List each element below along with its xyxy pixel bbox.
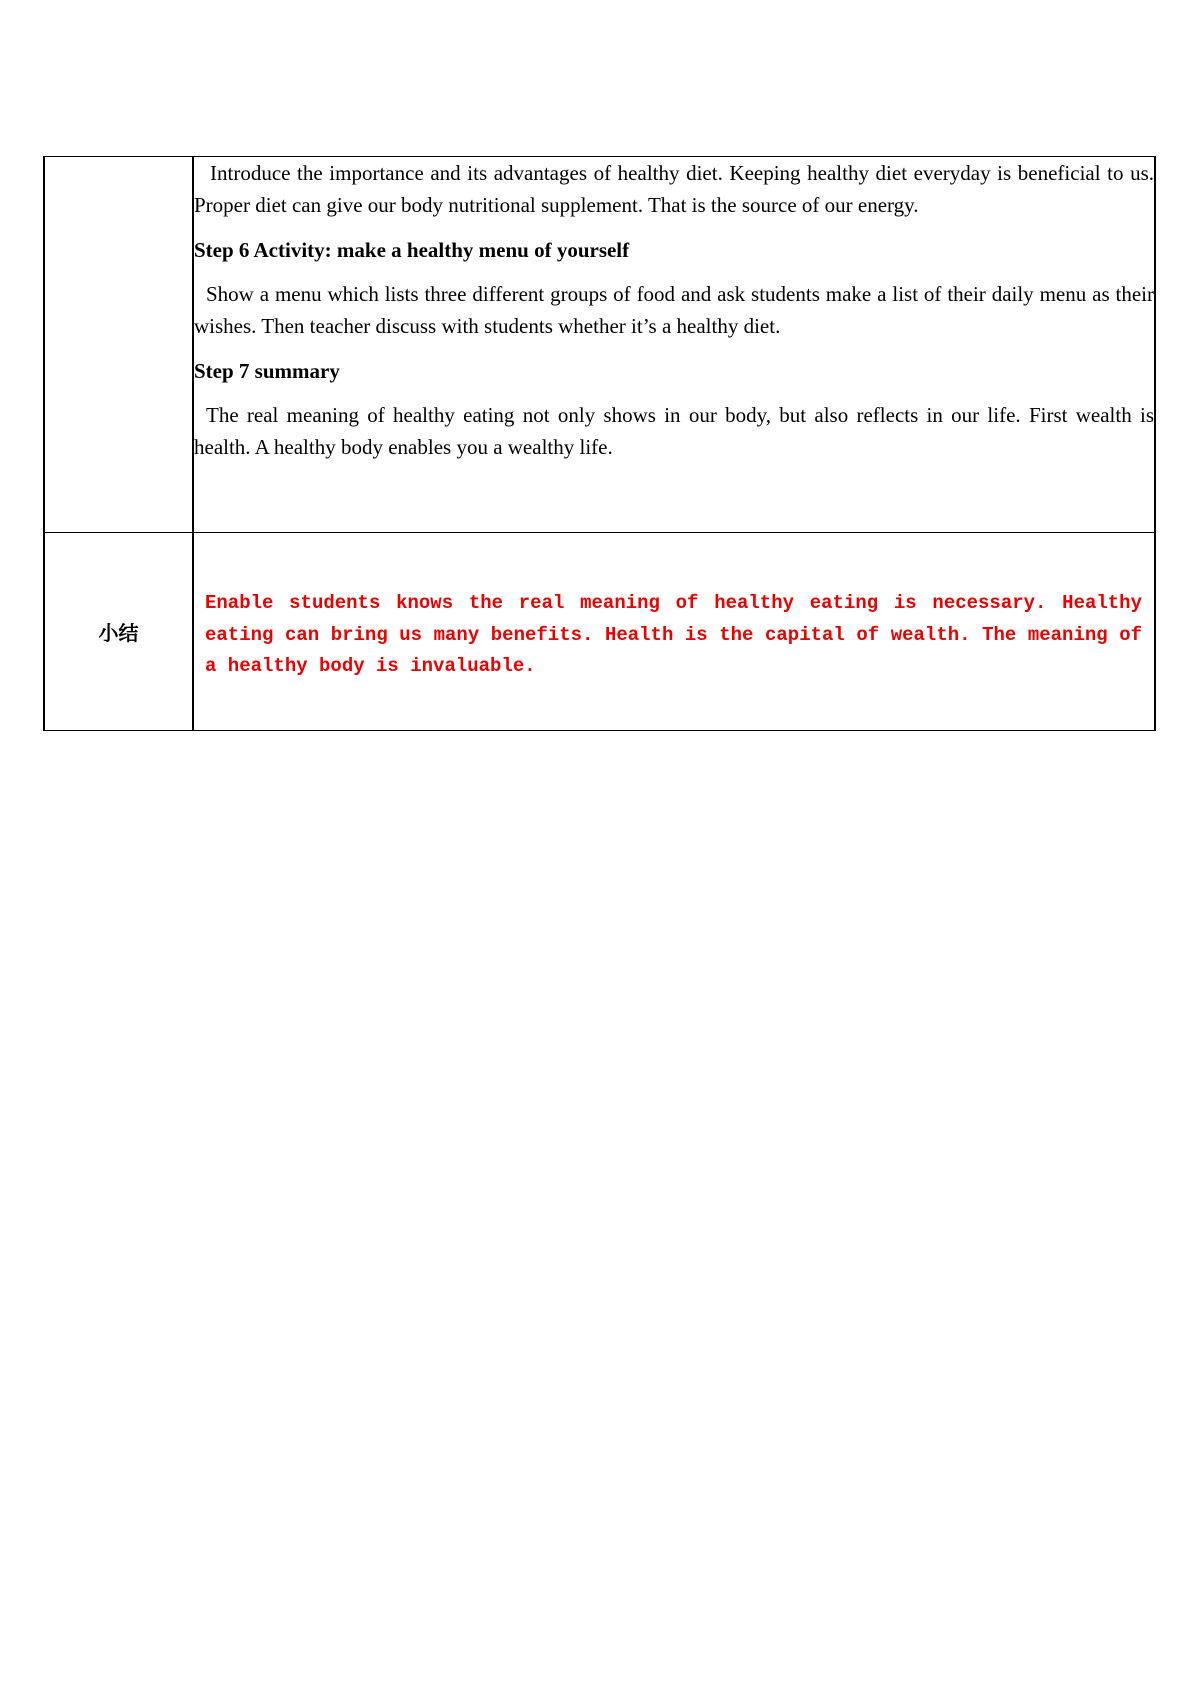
lesson-steps-row: [44, 157, 1155, 533]
summary-text: Enable students knows the real meaning of healthy eating is necessary. Healthy eating can bring us many benefits. Health is the capital of wealth. The meaning of a healthy body is invaluable.: [205, 592, 1142, 678]
summary-label: 小结: [98, 621, 139, 645]
intro-paragraph: Introduce the importance and its advantages of healthy diet. Keeping healthy diet everyday is beneficial to us. Proper diet can give our body nutritional supplement. That is the source of our energy.: [194, 161, 1154, 217]
step7-paragraph: The real meaning of healthy eating not only shows in our body, but also reflects in our life. First wealth is health. A healthy body enables you a wealthy life.: [194, 403, 1154, 459]
step6-paragraph: Show a menu which lists three different groups of food and ask students make a list of their daily menu as their wishes. Then teacher discuss with students whether it’s a healthy diet.: [194, 282, 1154, 338]
lesson-steps-content-cell: [193, 157, 1155, 533]
step7-heading: Step 7 summary: [194, 359, 340, 383]
step6-heading: Step 6 Activity: make a healthy menu of yourself: [194, 238, 630, 262]
summary-row: [44, 533, 1155, 731]
summary-content-cell: [193, 533, 1155, 731]
lesson-plan-table: [43, 156, 1156, 731]
lesson-steps-label-cell: [44, 157, 193, 533]
summary-label-cell: [44, 533, 193, 731]
